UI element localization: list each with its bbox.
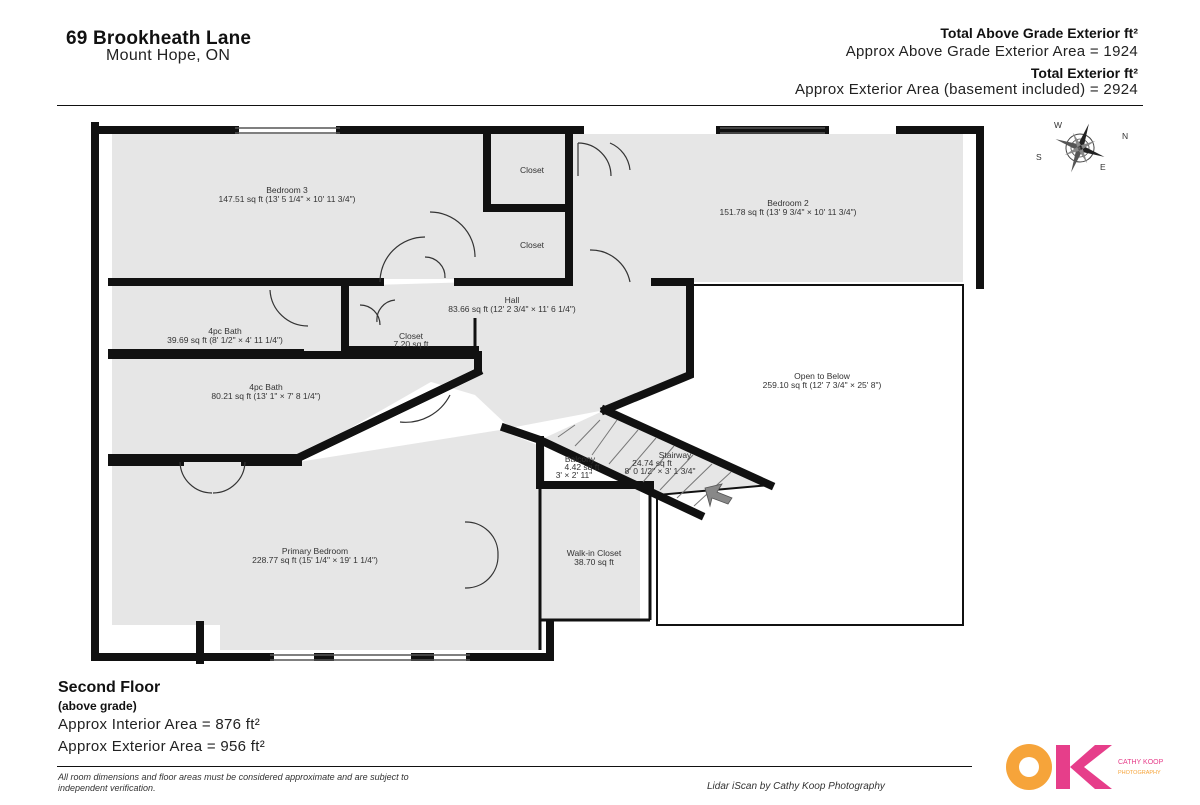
stairway-size: 24.74 sq ft bbox=[632, 458, 672, 468]
primary-size: 228.77 sq ft (15' 1/4" × 19' 1 1/4") bbox=[252, 555, 378, 565]
footer-divider bbox=[57, 766, 972, 767]
balcony-size: 4.42 sq ft bbox=[564, 462, 600, 472]
bath-small-size: 39.69 sq ft (8' 1/2" × 4' 11 1/4") bbox=[167, 335, 283, 345]
stairway-dims: 8' 0 1/2" × 3' 1 3/4" bbox=[624, 466, 696, 476]
city-subtitle: Mount Hope, ON bbox=[106, 47, 231, 64]
total-exterior-title: Total Exterior ft² bbox=[1030, 65, 1138, 81]
floor-exterior-area: Approx Exterior Area = 956 ft² bbox=[58, 738, 266, 755]
bedroom3-name: Bedroom 3 bbox=[266, 185, 308, 195]
closet-b-name: Closet bbox=[519, 240, 545, 250]
stairway-name: Stairway bbox=[658, 450, 692, 460]
bedroom3-size: 147.51 sq ft (13' 5 1/4" × 10' 11 3/4") bbox=[218, 194, 356, 204]
balcony-dims: 3' × 2' 11" bbox=[555, 470, 593, 480]
bath-large-size: 80.21 sq ft (13' 1" × 7' 8 1/4") bbox=[211, 391, 321, 401]
floor-title: Second Floor bbox=[58, 679, 161, 696]
floor-interior-area: Approx Interior Area = 876 ft² bbox=[58, 716, 261, 733]
hall-name: Hall bbox=[504, 295, 520, 305]
compass-s: S bbox=[1036, 152, 1042, 162]
compass-e: E bbox=[1100, 162, 1106, 172]
walkin-name: Walk-in Closet bbox=[566, 548, 622, 558]
logo-text: CATHY KOOP bbox=[1118, 759, 1164, 766]
compass-w: W bbox=[1054, 120, 1063, 130]
closet-c-name: Closet bbox=[398, 331, 424, 341]
open-below-name: Open to Below bbox=[794, 371, 850, 381]
bedroom2-size: 151.78 sq ft (13' 9 3/4" × 10' 11 3/4") bbox=[719, 207, 857, 217]
floor-subtitle: (above grade) bbox=[58, 699, 137, 713]
primary-name: Primary Bedroom bbox=[281, 546, 349, 556]
above-grade-area: Approx Above Grade Exterior Area = 1924 bbox=[845, 43, 1138, 60]
total-exterior-area: Approx Exterior Area (basement included) = 2924 bbox=[794, 81, 1138, 98]
open-below-size: 259.10 sq ft (12' 7 3/4" × 25' 8") bbox=[762, 380, 882, 390]
above-grade-title: Total Above Grade Exterior ft² bbox=[940, 25, 1138, 41]
bath-small-name: 4pc Bath bbox=[208, 326, 242, 336]
photo-credit: Lidar iScan by Cathy Koop Photography bbox=[707, 781, 885, 792]
logo-subtext: PHOTOGRAPHY bbox=[1118, 770, 1161, 776]
hall-size: 83.66 sq ft (12' 2 3/4" × 11' 6 1/4") bbox=[448, 304, 576, 314]
address-title: 69 Brookheath Lane bbox=[66, 28, 252, 49]
walkin-size: 38.70 sq ft bbox=[574, 557, 614, 567]
cathy-koop-logo bbox=[1000, 742, 1175, 792]
bath-large-name: 4pc Bath bbox=[249, 382, 283, 392]
bedroom2-name: Bedroom 2 bbox=[767, 198, 809, 208]
compass-n: N bbox=[1122, 131, 1129, 141]
balcony-name: Balcony bbox=[564, 454, 596, 464]
closet-c-size: 7.20 sq ft bbox=[393, 339, 429, 349]
disclaimer: All room dimensions and floor areas must be considered approximate and are subject to independent verification. bbox=[58, 772, 409, 793]
closet-a-name: Closet bbox=[519, 165, 545, 175]
